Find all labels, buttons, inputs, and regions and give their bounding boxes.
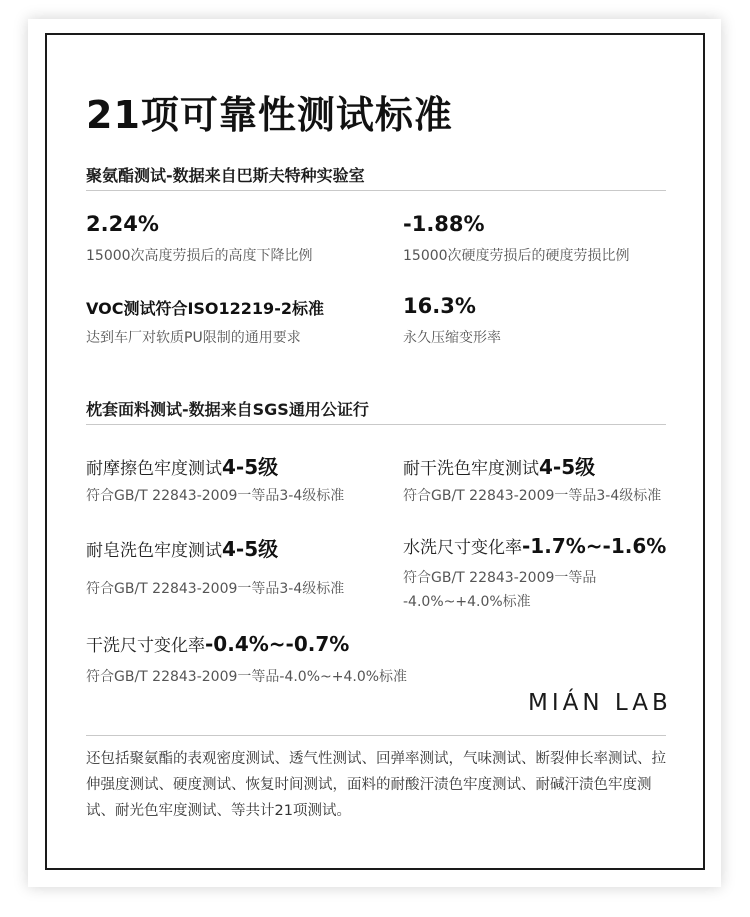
test-grade: 4-5级 — [222, 455, 279, 479]
stat-description: 永久压缩变形率 — [403, 330, 501, 346]
footer-note: 还包括聚氨酯的表观密度测试、透气性测试、回弹率测试，气味测试、断裂伸长率测试、拉伸强度测试、硬度测试、恢复时间测试，面料的耐酸汗渍色牢度测试、耐碱汗渍色牢度测试、耐光色牢度测试、等共计21项测试。 — [86, 751, 666, 819]
section-divider — [86, 190, 666, 191]
test-title — [86, 451, 278, 480]
test-description: 符合GB/T 22843-2009一等品 — [403, 570, 597, 586]
stat-description: 15000次硬度劳损后的硬度劳损比例 — [403, 248, 630, 264]
test-description: 符合GB/T 22843-2009一等品3-4级标准 — [403, 488, 662, 504]
page-title: 21项可靠性测试标准 — [86, 93, 453, 137]
section-heading-polyurethane: 聚氨酯测试-数据来自巴斯夫特种实验室 — [86, 166, 365, 185]
test-title — [86, 533, 278, 562]
test-title — [403, 533, 666, 558]
stat-value: VOC测试符合ISO12219-2标准 — [86, 299, 324, 318]
test-description: 符合GB/T 22843-2009一等品-4.0%~+4.0%标准 — [86, 669, 408, 685]
test-label: 耐干洗色牢度测试 — [403, 459, 539, 479]
brand-logo: MIÁN LAB — [528, 690, 672, 716]
section-divider — [86, 424, 666, 425]
test-title — [86, 631, 349, 656]
stat-description: 达到车厂对软质PU限制的通用要求 — [86, 330, 301, 346]
stat-value: 2.24% — [86, 212, 159, 236]
test-grade: 4-5级 — [222, 537, 279, 561]
test-description-continued: -4.0%~+4.0%标准 — [403, 594, 531, 610]
test-label: 干洗尺寸变化率 — [86, 636, 205, 656]
test-description: 符合GB/T 22843-2009一等品3-4级标准 — [86, 581, 345, 597]
test-label: 水洗尺寸变化率 — [403, 538, 522, 558]
stat-description: 15000次高度劳损后的高度下降比例 — [86, 248, 313, 264]
test-grade: 4-5级 — [539, 455, 596, 479]
test-label: 耐皂洗色牢度测试 — [86, 541, 222, 561]
test-label: 耐摩擦色牢度测试 — [86, 459, 222, 479]
stat-value: -1.88% — [403, 212, 485, 236]
footer-divider — [86, 735, 666, 736]
section-heading-fabric: 枕套面料测试-数据来自SGS通用公证行 — [86, 400, 369, 419]
test-grade: -0.4%~-0.7% — [205, 632, 350, 656]
test-description: 符合GB/T 22843-2009一等品3-4级标准 — [86, 488, 345, 504]
stat-value: 16.3% — [403, 294, 476, 318]
test-grade: -1.7%~-1.6% — [522, 534, 667, 558]
test-title — [403, 451, 595, 480]
